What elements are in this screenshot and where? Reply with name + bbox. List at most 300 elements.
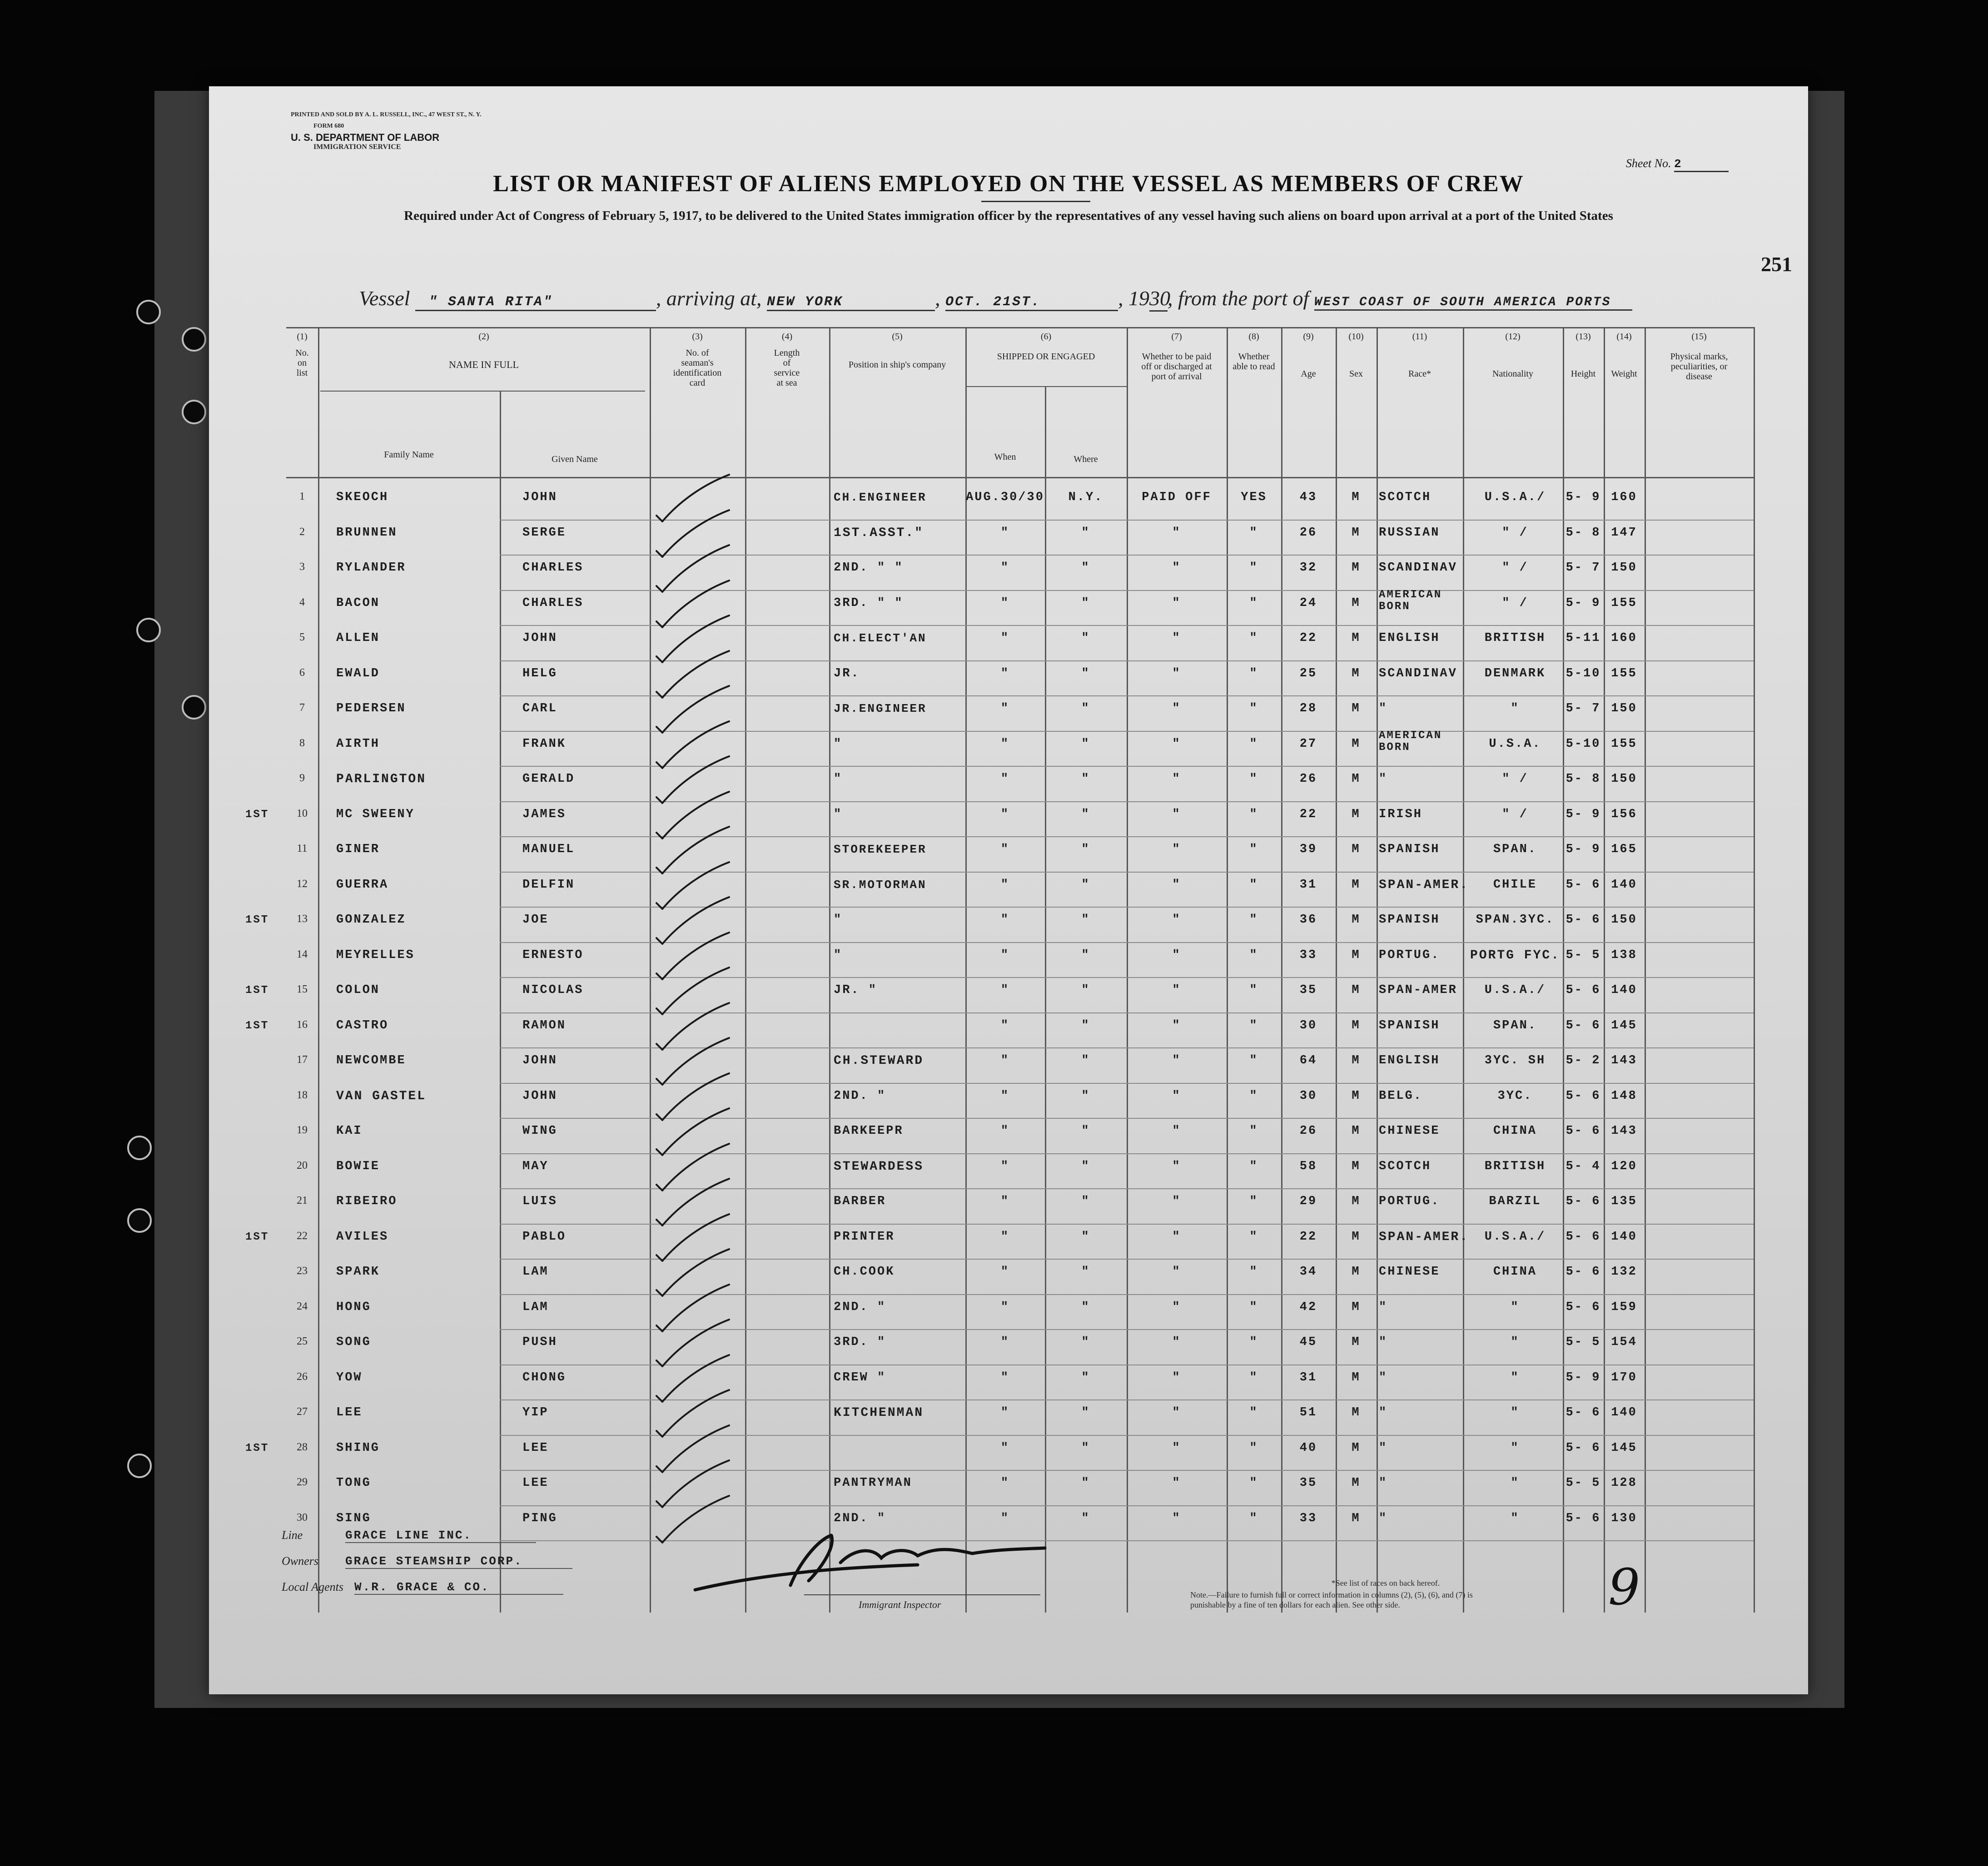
row-number: 2 xyxy=(299,526,305,538)
race: " xyxy=(1379,702,1388,715)
race: SCOTCH xyxy=(1379,1159,1431,1173)
family-name: BRUNNEN xyxy=(336,526,398,540)
table-row xyxy=(245,908,1754,944)
shipped-when: " xyxy=(1000,878,1010,892)
given-name: CHARLES xyxy=(522,596,584,610)
shipped-when: " xyxy=(1000,631,1010,645)
race: PORTUG. xyxy=(1379,1195,1440,1208)
age: 33 xyxy=(1299,948,1317,962)
given-name: JOHN xyxy=(522,1089,557,1103)
shipped-where: " xyxy=(1081,561,1090,575)
sex: M xyxy=(1352,561,1361,575)
page-subtitle: Required under Act of Congress of February 5, 1917, to be delivered to the United States immigration officer by the representatives of any vessel having such aliens on board upon arrival at a port of the United States xyxy=(404,208,1613,223)
shipped-where: " xyxy=(1081,1300,1090,1314)
position: BARKEEPR xyxy=(834,1124,904,1138)
height: 5- 2 xyxy=(1566,1054,1601,1067)
shipped-where: " xyxy=(1081,1089,1090,1103)
weight: 130 xyxy=(1611,1511,1637,1525)
family-name: RYLANDER xyxy=(336,561,406,575)
position: CH.STEWARD xyxy=(834,1054,924,1068)
paid-off: " xyxy=(1172,1018,1181,1032)
weight: 150 xyxy=(1611,702,1637,715)
shipped-header-rule xyxy=(965,386,1127,387)
able-to-read: " xyxy=(1249,1265,1258,1279)
header-col9: (9) Age xyxy=(1301,332,1316,379)
race: SPAN-AMER. xyxy=(1379,878,1469,892)
weight: 170 xyxy=(1611,1370,1637,1385)
shipped-where: " xyxy=(1081,737,1090,751)
position: " xyxy=(834,948,843,962)
paid-off: " xyxy=(1172,843,1181,856)
inspector-rule xyxy=(804,1594,1040,1595)
nationality: SPAN. xyxy=(1493,843,1537,856)
able-to-read: " xyxy=(1249,1124,1258,1138)
position: PRINTER xyxy=(834,1230,895,1244)
weight: 143 xyxy=(1611,1124,1637,1138)
department-name: U. S. DEPARTMENT OF LABOR xyxy=(291,132,440,143)
table-row xyxy=(286,1401,1754,1437)
given-name: HELG xyxy=(522,666,557,680)
sex: M xyxy=(1352,1124,1361,1138)
family-name: KAI xyxy=(336,1124,363,1138)
race: SCOTCH xyxy=(1379,491,1431,504)
race: " xyxy=(1379,1406,1388,1419)
shipped-when: " xyxy=(1000,1089,1010,1103)
height: 5- 4 xyxy=(1566,1159,1601,1173)
nationality: " / xyxy=(1502,561,1528,575)
race: SPAN-AMER xyxy=(1379,983,1457,997)
table-top-rule xyxy=(286,327,1754,328)
table-row xyxy=(286,944,1754,979)
table-row xyxy=(286,1331,1754,1366)
age: 25 xyxy=(1299,666,1317,680)
sex: M xyxy=(1352,666,1361,680)
given-name: DELFIN xyxy=(522,878,575,892)
shipped-when: " xyxy=(1000,948,1010,962)
sex: M xyxy=(1352,526,1361,540)
able-to-read: " xyxy=(1249,561,1258,575)
height: 5- 9 xyxy=(1566,596,1601,610)
height: 5- 5 xyxy=(1566,948,1601,962)
nationality: U.S.A./ xyxy=(1484,491,1546,504)
paid-off: " xyxy=(1172,737,1181,751)
shipped-when: " xyxy=(1000,526,1010,540)
age: 22 xyxy=(1299,631,1317,645)
header-col6: (6) SHIPPED OR ENGAGED xyxy=(997,332,1095,362)
row-number: 20 xyxy=(297,1159,308,1171)
header-col5: (5) Position in ship's company xyxy=(848,332,946,370)
shipped-when: " xyxy=(1000,1230,1010,1244)
age: 32 xyxy=(1299,561,1317,575)
header-family-name: Family Name xyxy=(384,450,434,460)
sex: M xyxy=(1352,1406,1361,1419)
header-col2: (2) NAME IN FULL xyxy=(449,332,519,370)
height: 5- 9 xyxy=(1566,491,1601,504)
paid-off: " xyxy=(1172,983,1181,997)
table-row xyxy=(245,979,1754,1014)
paid-off: " xyxy=(1172,807,1181,821)
able-to-read: YES xyxy=(1241,491,1267,504)
header-col14: (14) Weight xyxy=(1611,332,1637,379)
height: 5- 6 xyxy=(1566,1195,1601,1208)
binder-hole xyxy=(136,300,161,324)
shipped-where: " xyxy=(1081,772,1090,786)
paid-off: " xyxy=(1172,1370,1181,1385)
binder-hole xyxy=(127,1454,152,1478)
shipped-where: " xyxy=(1081,913,1090,927)
weight: 145 xyxy=(1611,1018,1637,1032)
shipped-where: " xyxy=(1081,596,1090,610)
race: ENGLISH xyxy=(1379,1054,1440,1067)
race: AMERICAN BORN xyxy=(1379,729,1442,754)
owners-label: Owners xyxy=(282,1554,318,1568)
row-number: 7 xyxy=(299,702,305,714)
nationality: 3YC. SH xyxy=(1484,1054,1546,1067)
shipped-when: " xyxy=(1000,1476,1010,1490)
paid-off: " xyxy=(1172,1335,1181,1349)
shipped-where: " xyxy=(1081,1124,1090,1138)
able-to-read: " xyxy=(1249,913,1258,927)
family-name: PARLINGTON xyxy=(336,772,427,786)
nationality: U.S.A. xyxy=(1489,737,1541,751)
binder-hole xyxy=(182,327,206,352)
given-name: WING xyxy=(522,1124,557,1138)
weight: 120 xyxy=(1611,1159,1637,1173)
row-number: 8 xyxy=(299,737,305,749)
able-to-read: " xyxy=(1249,1195,1258,1208)
weight: 155 xyxy=(1611,666,1637,680)
row-number: 15 xyxy=(297,983,308,995)
position: " xyxy=(834,807,843,821)
row-number: 18 xyxy=(297,1089,308,1101)
row-number: 24 xyxy=(297,1300,308,1312)
position: JR. " xyxy=(834,983,878,997)
shipped-where: " xyxy=(1081,702,1090,715)
race: " xyxy=(1379,1335,1388,1349)
paid-off: " xyxy=(1172,1124,1181,1138)
given-name: LUIS xyxy=(522,1195,557,1208)
weight: 165 xyxy=(1611,843,1637,856)
sex: M xyxy=(1352,1335,1361,1349)
sex: M xyxy=(1352,1441,1361,1455)
weight: 159 xyxy=(1611,1300,1637,1314)
able-to-read: " xyxy=(1249,1230,1258,1244)
nationality: " xyxy=(1511,1300,1520,1314)
table-row xyxy=(286,1049,1754,1085)
shipped-when: " xyxy=(1000,1265,1010,1279)
family-name: TONG xyxy=(336,1476,371,1490)
shipped-when: " xyxy=(1000,1159,1010,1173)
weight: 160 xyxy=(1611,491,1637,504)
given-name: CHONG xyxy=(522,1370,567,1385)
nationality: CHILE xyxy=(1493,878,1537,892)
nationality: 3YC. xyxy=(1497,1089,1533,1103)
paid-off: " xyxy=(1172,1230,1181,1244)
able-to-read: " xyxy=(1249,1089,1258,1103)
able-to-read: " xyxy=(1249,666,1258,680)
shipped-where: " xyxy=(1081,1441,1090,1455)
sex: M xyxy=(1352,631,1361,645)
height: 5- 8 xyxy=(1566,526,1601,540)
age: 22 xyxy=(1299,807,1317,821)
row-number: 30 xyxy=(297,1511,308,1524)
sex: M xyxy=(1352,1089,1361,1103)
table-row xyxy=(286,873,1754,909)
able-to-read: " xyxy=(1249,1335,1258,1349)
weight: 150 xyxy=(1611,772,1637,786)
height: 5-11 xyxy=(1566,631,1601,645)
sex: M xyxy=(1352,491,1361,504)
position: 3RD. " xyxy=(834,1335,886,1349)
table-row xyxy=(286,662,1754,698)
nationality: " / xyxy=(1502,772,1528,786)
age: 35 xyxy=(1299,1476,1317,1490)
nationality: PORTG FYC. xyxy=(1470,948,1561,963)
height: 5- 7 xyxy=(1566,561,1601,575)
paid-off: " xyxy=(1172,948,1181,962)
nationality: " / xyxy=(1502,807,1528,821)
race: AMERICAN BORN xyxy=(1379,588,1442,613)
shipped-where: " xyxy=(1081,631,1090,645)
sex: M xyxy=(1352,1195,1361,1208)
header-when: When xyxy=(994,452,1016,462)
able-to-read: " xyxy=(1249,631,1258,645)
paid-off: " xyxy=(1172,1406,1181,1419)
header-col8: (8) Whether able to read xyxy=(1233,332,1275,372)
race: SPAN-AMER. xyxy=(1379,1230,1469,1244)
able-to-read: " xyxy=(1249,702,1258,715)
able-to-read: " xyxy=(1249,1054,1258,1067)
weight: 150 xyxy=(1611,913,1637,927)
row-number: 12 xyxy=(297,878,308,890)
sex: M xyxy=(1352,1018,1361,1032)
weight: 140 xyxy=(1611,1230,1637,1244)
row-number: 5 xyxy=(299,631,305,643)
able-to-read: " xyxy=(1249,1300,1258,1314)
header-given-name: Given Name xyxy=(552,454,598,464)
sex: M xyxy=(1352,807,1361,821)
age: 33 xyxy=(1299,1511,1317,1525)
vessel-label: Vessel xyxy=(359,287,410,310)
nationality: BRITISH xyxy=(1484,631,1546,645)
weight: 140 xyxy=(1611,983,1637,997)
race: " xyxy=(1379,1300,1388,1314)
age: 29 xyxy=(1299,1195,1317,1208)
able-to-read: " xyxy=(1249,948,1258,962)
family-name: EWALD xyxy=(336,666,380,680)
table-row xyxy=(286,729,1754,768)
able-to-read: " xyxy=(1249,737,1258,751)
shipped-where: " xyxy=(1081,807,1090,821)
position: CH.ELECT'AN xyxy=(834,631,927,645)
shipped-when: " xyxy=(1000,737,1010,751)
sex: M xyxy=(1352,737,1361,751)
year-suffix: 30 xyxy=(1149,286,1168,312)
shipped-where: " xyxy=(1081,526,1090,540)
nationality: " xyxy=(1511,1511,1520,1525)
weight: 155 xyxy=(1611,596,1637,610)
shipped-where: " xyxy=(1081,1054,1090,1067)
paid-off: " xyxy=(1172,1476,1181,1490)
paid-off: " xyxy=(1172,561,1181,575)
header-col11: (11) Race* xyxy=(1408,332,1431,379)
given-name: LEE xyxy=(522,1441,549,1455)
nationality: BRITISH xyxy=(1484,1159,1546,1173)
paid-off: " xyxy=(1172,666,1181,680)
shipped-where: " xyxy=(1081,1018,1090,1032)
given-name: CHARLES xyxy=(522,561,584,575)
nationality: " / xyxy=(1502,526,1528,540)
sex: M xyxy=(1352,1300,1361,1314)
agents-label: Local Agents xyxy=(282,1580,344,1593)
nationality: " xyxy=(1511,1476,1520,1490)
row-number: 25 xyxy=(297,1335,308,1347)
weight: 140 xyxy=(1611,1406,1637,1419)
weight: 145 xyxy=(1611,1441,1637,1455)
race: " xyxy=(1379,1511,1388,1525)
sex: M xyxy=(1352,702,1361,715)
given-name: LEE xyxy=(522,1476,549,1490)
position: JR. xyxy=(834,666,860,680)
height: 5- 6 xyxy=(1566,1089,1601,1103)
race: IRISH xyxy=(1379,807,1423,821)
height: 5- 5 xyxy=(1566,1476,1601,1490)
header-where: Where xyxy=(1074,454,1098,464)
given-name: GERALD xyxy=(522,772,575,786)
height: 5- 8 xyxy=(1566,772,1601,786)
position: STEWARDESS xyxy=(834,1159,924,1174)
able-to-read: " xyxy=(1249,1370,1258,1385)
from-port: WEST COAST OF SOUTH AMERICA PORTS xyxy=(1314,295,1632,311)
shipped-where: " xyxy=(1081,1159,1090,1173)
table-row xyxy=(245,1437,1754,1472)
crew-table xyxy=(245,327,1754,1613)
table-row xyxy=(286,627,1754,662)
paid-off: " xyxy=(1172,526,1181,540)
row-number: 3 xyxy=(299,561,305,573)
title-rule xyxy=(981,201,1090,202)
family-name: SHING xyxy=(336,1441,380,1455)
given-name: CARL xyxy=(522,702,557,715)
height: 5- 6 xyxy=(1566,1018,1601,1032)
sheet-number xyxy=(1626,157,1729,172)
table-row xyxy=(245,803,1754,839)
paid-off: " xyxy=(1172,1159,1181,1173)
nationality: " xyxy=(1511,1370,1520,1385)
shipped-when: " xyxy=(1000,1511,1010,1525)
header-bottom-rule xyxy=(286,477,1754,478)
printer-line: PRINTED AND SOLD BY A. L. RUSSELL, INC., 47 WEST ST., N. Y. xyxy=(291,111,482,118)
shipped-when: " xyxy=(1000,1441,1010,1455)
handwritten-number: 9 xyxy=(1608,1558,1640,1616)
weight: 143 xyxy=(1611,1054,1637,1067)
shipped-when: " xyxy=(1000,596,1010,610)
height: 5- 6 xyxy=(1566,983,1601,997)
weight: 154 xyxy=(1611,1335,1637,1349)
given-name: MANUEL xyxy=(522,843,575,856)
row-number: 10 xyxy=(297,807,308,819)
row-number: 23 xyxy=(297,1265,308,1277)
shipped-when: " xyxy=(1000,1124,1010,1138)
height: 5- 6 xyxy=(1566,1265,1601,1279)
shipped-when: " xyxy=(1000,702,1010,715)
race: BELG. xyxy=(1379,1089,1423,1103)
row-number: 27 xyxy=(297,1406,308,1418)
row-number: 17 xyxy=(297,1054,308,1066)
given-name: LAM xyxy=(522,1300,549,1314)
name-header-rule xyxy=(320,391,645,392)
paid-off: " xyxy=(1172,772,1181,786)
shipped-when: " xyxy=(1000,666,1010,680)
height: 5- 6 xyxy=(1566,1230,1601,1244)
header-col4: (4) Length of service at sea xyxy=(774,332,800,388)
line-label: Line xyxy=(282,1529,303,1542)
family-name: MEYRELLES xyxy=(336,948,415,962)
row-number: 1 xyxy=(299,491,305,502)
nationality: " xyxy=(1511,1441,1520,1455)
family-name: LEE xyxy=(336,1406,363,1419)
family-name: CASTRO xyxy=(336,1018,389,1032)
paid-off: " xyxy=(1172,1054,1181,1067)
able-to-read: " xyxy=(1249,1018,1258,1032)
binder-hole xyxy=(127,1208,152,1233)
sex: M xyxy=(1352,772,1361,786)
inspector-label: Immigrant Inspector xyxy=(859,1599,941,1610)
paid-off: " xyxy=(1172,1089,1181,1103)
age: 39 xyxy=(1299,843,1317,856)
shipped-when: AUG.30/30 xyxy=(966,491,1044,504)
weight: 156 xyxy=(1611,807,1637,821)
race: SPANISH xyxy=(1379,843,1440,856)
sex: M xyxy=(1352,913,1361,927)
shipped-where: " xyxy=(1081,666,1090,680)
position: JR.ENGINEER xyxy=(834,702,927,715)
page-title: LIST OR MANIFEST OF ALIENS EMPLOYED ON THE VESSEL AS MEMBERS OF CREW xyxy=(493,171,1524,197)
position: " xyxy=(834,913,843,927)
able-to-read: " xyxy=(1249,772,1258,786)
table-row xyxy=(286,1085,1754,1120)
able-to-read: " xyxy=(1249,878,1258,892)
family-name: HONG xyxy=(336,1300,371,1314)
paid-off: PAID OFF xyxy=(1142,491,1212,504)
sex: M xyxy=(1352,1159,1361,1173)
header-col13: (13) Height xyxy=(1571,332,1596,379)
row-number: 29 xyxy=(297,1476,308,1488)
given-name: JOE xyxy=(522,913,549,927)
table-row xyxy=(286,1296,1754,1331)
table-row xyxy=(245,1226,1754,1261)
height: 5-10 xyxy=(1566,737,1601,751)
position: 2ND. " xyxy=(834,1300,886,1314)
given-name: RAMON xyxy=(522,1018,567,1032)
table-row xyxy=(286,486,1754,521)
family-name: ALLEN xyxy=(336,631,380,645)
sex: M xyxy=(1352,878,1361,892)
sex: M xyxy=(1352,1054,1361,1067)
table-row xyxy=(286,1472,1754,1507)
family-name: SPARK xyxy=(336,1265,380,1279)
sex: M xyxy=(1352,1370,1361,1385)
given-name: SERGE xyxy=(522,526,567,540)
margin-mark: 1ST xyxy=(245,808,269,821)
family-name: AVILES xyxy=(336,1230,389,1244)
paid-off: " xyxy=(1172,1511,1181,1525)
family-name: BACON xyxy=(336,596,380,610)
sheet-label: Sheet No. xyxy=(1625,157,1671,170)
height: 5- 9 xyxy=(1566,807,1601,821)
height: 5- 6 xyxy=(1566,913,1601,927)
family-name: AIRTH xyxy=(336,737,380,751)
